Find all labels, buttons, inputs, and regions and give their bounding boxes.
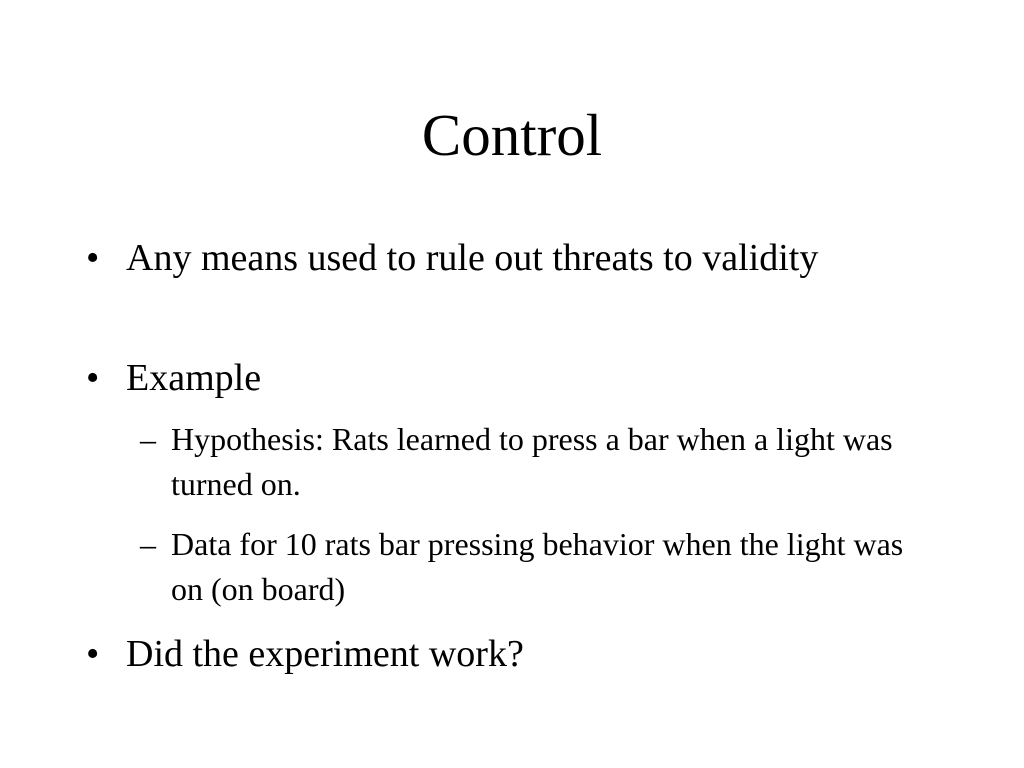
bullet-text: Any means used to rule out threats to validity [126, 237, 819, 279]
bullet-marker: • [86, 237, 100, 279]
bullet-text: Example [126, 357, 262, 399]
bullet-item [86, 628, 846, 680]
bullet-marker: • [86, 357, 100, 399]
bullet-item [86, 232, 846, 336]
sub-bullet-marker: – [140, 421, 156, 457]
sub-bullet-marker: – [140, 526, 156, 562]
sub-bullet-item [140, 522, 940, 612]
sub-bullet-text: Data for 10 rats bar pressing behavior when the light was on (on board) [171, 526, 904, 607]
sub-bullet-item [140, 417, 940, 507]
bullet-item [86, 352, 846, 404]
slide-title: Control [421, 102, 603, 168]
sub-bullet-text: Hypothesis: Rats learned to press a bar when a light was turned on. [171, 421, 893, 502]
bullet-marker: • [86, 633, 100, 675]
bullet-text: Did the experiment work? [126, 633, 524, 675]
